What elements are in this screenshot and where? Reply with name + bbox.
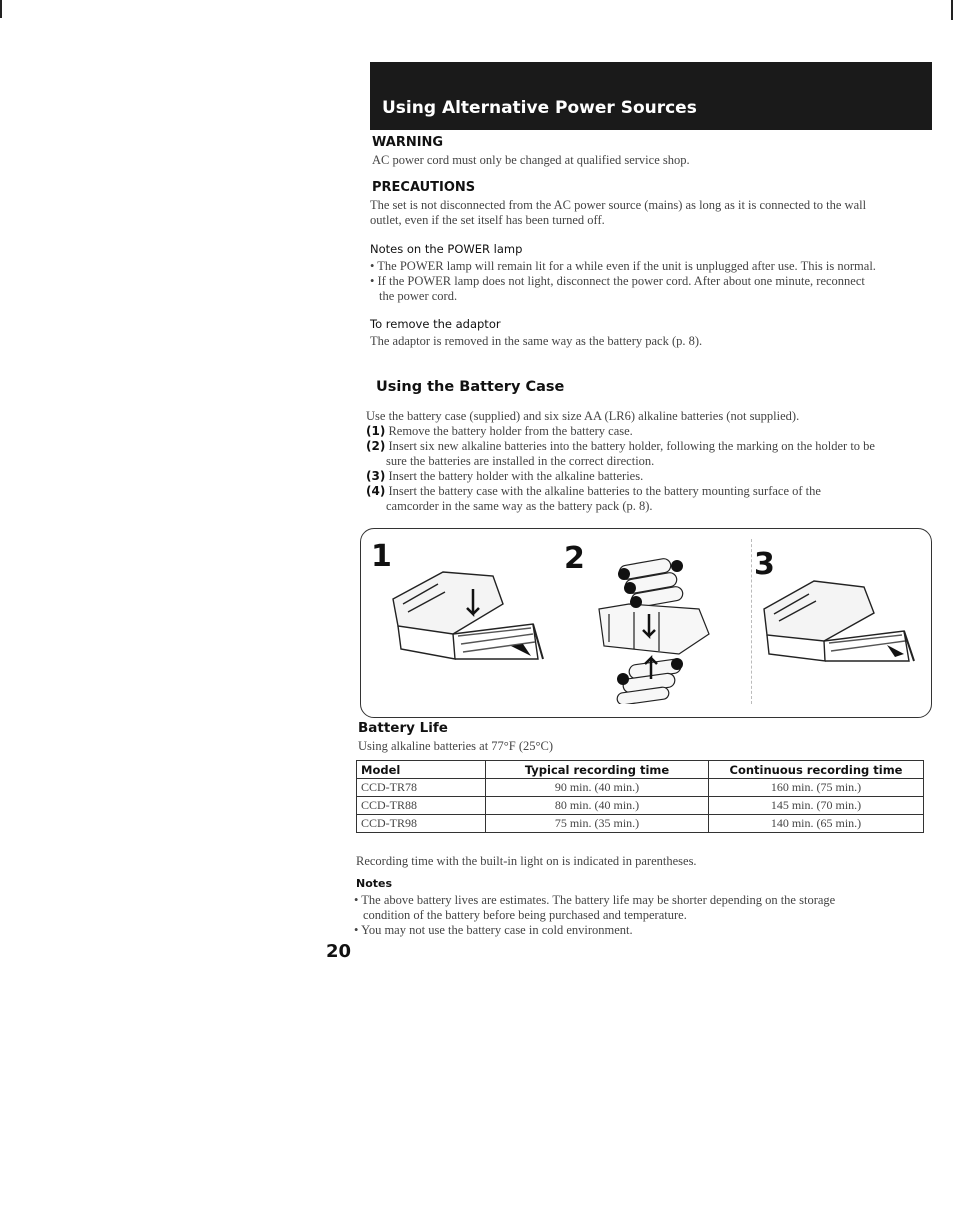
- notes-heading: Notes: [356, 877, 393, 890]
- model-cell: CCD-TR98: [357, 815, 486, 833]
- section-header-bar: [370, 62, 932, 130]
- figure-divider: [751, 539, 753, 704]
- section-title: Using Alternative Power Sources: [382, 98, 697, 118]
- remove-adaptor-text: The adaptor is removed in the same way as the battery pack (p. 8).: [370, 334, 703, 348]
- note-1: • The above battery lives are estimates. The battery life may be shorter depending on the storage condition of the battery before being purchased and temperature.: [354, 893, 836, 922]
- page-number: 20: [326, 941, 352, 962]
- typical-cell: 80 min. (40 min.): [486, 797, 709, 815]
- battery-life-heading: Battery Life: [358, 720, 448, 736]
- battery-case-figure: [360, 528, 932, 718]
- precautions-line-1: The set is not disconnected from the AC power source (mains) as long as it is connected to the wall: [370, 198, 867, 212]
- note-2: • You may not use the battery case in cold environment.: [354, 923, 633, 937]
- warning-text: AC power cord must only be changed at qualified service shop.: [372, 153, 690, 167]
- continuous-cell: 145 min. (70 min.): [709, 797, 924, 815]
- battery-life-table: [356, 760, 924, 833]
- figure-label-3: 3: [754, 547, 775, 582]
- battery-case-steps: [366, 424, 936, 514]
- precautions-heading: PRECAUTIONS: [372, 180, 476, 195]
- battery-case-heading: Using the Battery Case: [376, 379, 565, 395]
- table-header-row: [357, 761, 924, 779]
- remove-adaptor-heading: To remove the adaptor: [370, 317, 501, 331]
- column-header-typical: Typical recording time: [486, 761, 709, 779]
- figure-label-1: 1: [371, 539, 392, 574]
- bullet-mark: •: [370, 259, 375, 273]
- scan-mark-left: [0, 0, 2, 18]
- precautions-line-2: outlet, even if the set itself has been turned off.: [370, 213, 605, 227]
- model-cell: CCD-TR88: [357, 797, 486, 815]
- model-cell: CCD-TR78: [357, 779, 486, 797]
- step-3: (3) Insert the battery holder with the alkaline batteries.: [366, 469, 644, 483]
- power-lamp-heading: Notes on the POWER lamp: [370, 242, 523, 256]
- step-4: (4) Insert the battery case with the alkaline batteries to the battery mounting surface of the camcorder in the same way as the battery pack (p. 8).: [366, 484, 821, 513]
- battery-case-remove-illustration: [383, 564, 553, 674]
- table-row: [357, 779, 924, 797]
- battery-case-insert-illustration: [759, 569, 924, 679]
- bullet-mark: •: [354, 893, 359, 907]
- continuous-cell: 140 min. (65 min.): [709, 815, 924, 833]
- battery-case-intro: Use the battery case (supplied) and six size AA (LR6) alkaline batteries (not supplied).: [366, 409, 800, 423]
- power-lamp-notes: [370, 259, 935, 304]
- step-1: (1) Remove the battery holder from the battery case.: [366, 424, 633, 438]
- step-2: (2) Insert six new alkaline batteries into the battery holder, following the marking on the holder to be sure the batteries are installed in the correct direction.: [366, 439, 875, 468]
- scan-mark-right: [951, 0, 953, 20]
- battery-holder-illustration: [589, 554, 729, 704]
- table-row: [357, 815, 924, 833]
- column-header-continuous: Continuous recording time: [709, 761, 924, 779]
- bullet-mark: •: [370, 274, 375, 288]
- column-header-model: Model: [357, 761, 486, 779]
- figure-label-2: 2: [564, 541, 585, 576]
- typical-cell: 75 min. (35 min.): [486, 815, 709, 833]
- power-lamp-note-2: • If the POWER lamp does not light, disconnect the power cord. After about one minute, reconnect the power cord.: [370, 274, 865, 303]
- table-row: [357, 797, 924, 815]
- notes-list: [354, 893, 924, 938]
- battery-life-subtitle: Using alkaline batteries at 77°F (25°C): [358, 739, 554, 753]
- warning-heading: WARNING: [372, 135, 444, 150]
- continuous-cell: 160 min. (75 min.): [709, 779, 924, 797]
- battery-life-footnote: Recording time with the built-in light on is indicated in parentheses.: [356, 854, 697, 868]
- precautions-text: [370, 198, 930, 228]
- typical-cell: 90 min. (40 min.): [486, 779, 709, 797]
- power-lamp-note-1: • The POWER lamp will remain lit for a while even if the unit is unplugged after use. This is normal.: [370, 259, 876, 273]
- bullet-mark: •: [354, 923, 359, 937]
